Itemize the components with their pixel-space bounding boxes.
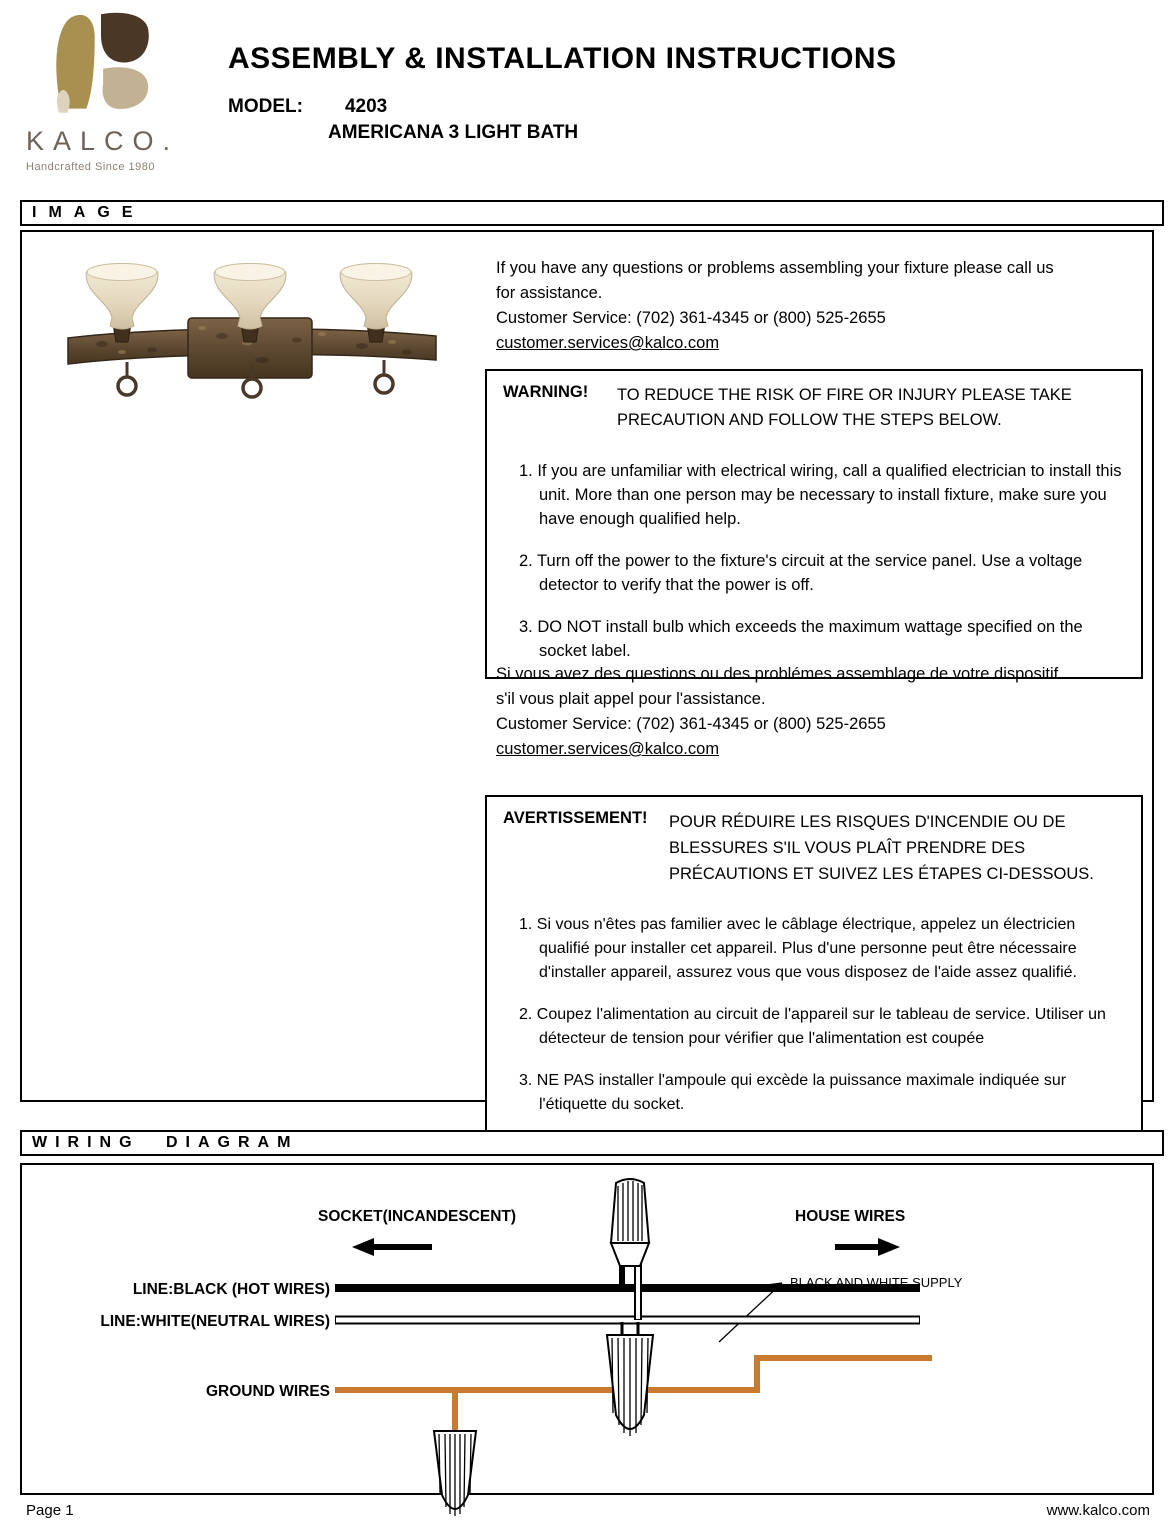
contact-en-email-link[interactable]: customer.services@kalco.com [496, 334, 720, 352]
arrow-left-icon [352, 1238, 432, 1256]
product-photo-fixture [62, 248, 442, 418]
warning-en-item-3: 3. DO NOT install bulb which exceeds the maximum wattage specified on the socket label. [519, 618, 1083, 660]
contact-en-line2: for assistance. [496, 284, 603, 302]
warning-en-heading [503, 383, 1125, 433]
warning-fr-heading-line1: POUR RÉDUIRE LES RISQUES D'INCENDIE OU DE [669, 813, 1066, 831]
wire-nut-top-icon [611, 1179, 649, 1266]
warning-fr-heading [503, 809, 1125, 887]
warning-fr-item-3: 3. NE PAS installer l'ampoule qui excède la puissance maximale indiquée sur l'étiquette du socket. [519, 1072, 1067, 1113]
wiring-diagram [20, 1163, 1154, 1495]
kalco-logo [26, 8, 201, 173]
contact-fr-phone: Customer Service: (702) 361-4345 or (800) 525-2655 [496, 715, 886, 733]
wire-nut-bottom-icon [434, 1431, 476, 1516]
warning-fr-label: AVERTISSEMENT! [503, 809, 648, 827]
contact-fr-line1: Si vous avez des questions ou des problémes assemblage de votre dispositif [496, 665, 1059, 683]
kalco-logo-icon [47, 8, 155, 118]
wire-nut-middle-icon [607, 1335, 653, 1436]
supply-leads [622, 1261, 638, 1339]
warning-fr-heading-line3: PRÉCAUTIONS ET SUIVEZ LES ÉTAPES CI-DESSOUS. [669, 865, 1094, 883]
website-link: www.kalco.com [1046, 1502, 1150, 1519]
warning-en-item-1: 1. If you are unfamiliar with electrical wiring, call a qualified electrician to install this unit. More than one person may be necessary to install fixture, make sure you have enough qualified help. [519, 462, 1122, 528]
neutral-wire-label: LINE:WHITE(NEUTRAL WIRES) [100, 1313, 330, 1330]
house-wires-label: HOUSE WIRES [795, 1208, 906, 1225]
warning-en-heading-line2: PRECAUTION AND FOLLOW THE STEPS BELOW. [617, 411, 1002, 429]
contact-block-fr [496, 662, 1058, 762]
wiring-diagram-section [20, 1163, 1154, 1495]
contact-fr-email-link[interactable]: customer.services@kalco.com [496, 740, 720, 758]
ground-wires-label: GROUND WIRES [206, 1383, 330, 1400]
arrow-right-icon [835, 1238, 900, 1256]
section-bar-image [20, 200, 1164, 226]
brand-tagline: Handcrafted Since 1980 [26, 161, 156, 173]
warning-en-label: WARNING! [503, 383, 589, 401]
warning-en-heading-line1: TO REDUCE THE RISK OF FIRE OR INJURY PLEASE TAKE [617, 386, 1072, 404]
warning-en-item-2: 2. Turn off the power to the fixture's circuit at the service panel. Use a voltage detector to verify that the power is off. [519, 552, 1083, 594]
image-section-label: IMAGE [32, 204, 145, 221]
contact-en-line1: If you have any questions or problems assembling your fixture please call us [496, 259, 1054, 277]
warning-fr-item-1: 1. Si vous n'êtes pas familier avec le câblage électrique, appelez un électricien qualifié pour installer cet appareil. Plus d'une personne peut être nécessaire d'installer appareil, assurez vous que vous disposez de l'aide assez qualifié. [519, 916, 1077, 981]
warning-box-fr [485, 795, 1143, 1133]
contact-block-en [496, 256, 1054, 356]
warning-fr-heading-line2: BLESSURES S'IL VOUS PLAÎT PRENDRE DES [669, 839, 1026, 857]
model-number: 4203 [344, 96, 388, 117]
model-label: MODEL: [228, 96, 303, 117]
model-name: AMERICANA 3 LIGHT BATH [328, 122, 579, 143]
socket-label: SOCKET(INCANDESCENT) [318, 1208, 517, 1225]
warning-box-en [485, 369, 1143, 679]
contact-fr-line2: s'il vous plait appel pour l'assistance. [496, 690, 766, 708]
image-section [20, 230, 1154, 1113]
page-title: ASSEMBLY & INSTALLATION INSTRUCTIONS [228, 42, 897, 75]
fixture-shades [86, 264, 412, 330]
warning-fr-item-2: 2. Coupez l'alimentation au circuit de l'appareil sur le tableau de service. Utiliser un détecteur de tension pour vérifier que l'alimentation est coupée [519, 1006, 1106, 1047]
supply-label: BLACK AND WHITE SUPPLY [790, 1275, 963, 1290]
model-row [228, 96, 387, 118]
brand-name: KALCO. [26, 126, 180, 156]
wiring-section-label: WIRING DIAGRAM [32, 1134, 299, 1151]
section-bar-wiring [20, 1130, 1164, 1156]
hot-wire-label: LINE:BLACK (HOT WIRES) [132, 1281, 330, 1298]
page-number: Page 1 [26, 1502, 74, 1519]
contact-en-phone: Customer Service: (702) 361-4345 or (800) 525-2655 [496, 309, 886, 327]
